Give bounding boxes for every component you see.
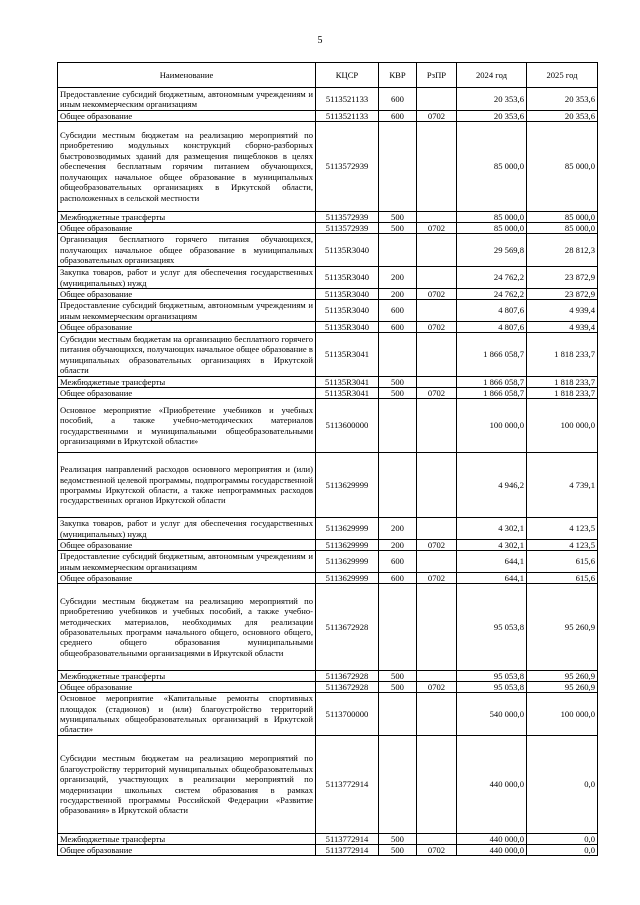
cell-2024: 95 053,8 [457, 671, 527, 682]
header-2024: 2024 год [457, 63, 527, 88]
cell-2024: 540 000,0 [457, 693, 527, 736]
cell-rzpr [417, 88, 457, 111]
cell-kcsr: 51135R3040 [316, 322, 379, 333]
cell-rzpr: 0702 [417, 540, 457, 551]
cell-2025: 4 123,5 [527, 540, 598, 551]
header-2025: 2025 год [527, 63, 598, 88]
cell-kcsr: 51135R3040 [316, 289, 379, 300]
cell-name: Общее образование [58, 845, 316, 856]
cell-2024: 85 000,0 [457, 122, 527, 212]
cell-kcsr: 5113629999 [316, 551, 379, 573]
cell-name: Общее образование [58, 223, 316, 234]
cell-2024: 29 569,8 [457, 234, 527, 267]
cell-2025: 4 939,4 [527, 300, 598, 322]
cell-kvr: 200 [379, 540, 417, 551]
cell-kvr [379, 399, 417, 453]
cell-2024: 24 762,2 [457, 289, 527, 300]
cell-2025: 615,6 [527, 551, 598, 573]
cell-2025: 23 872,9 [527, 289, 598, 300]
table-row [58, 584, 598, 671]
cell-kvr: 500 [379, 682, 417, 693]
cell-name: Закупка товаров, работ и услуг для обеспечения государственных (муниципальных) нужд [58, 518, 316, 540]
cell-name: Организация бесплатного горячего питания обучающихся, получающих начальное общее образование в муниципальных образовательных организациях [58, 234, 316, 267]
cell-rzpr [417, 122, 457, 212]
cell-kcsr: 5113521133 [316, 88, 379, 111]
cell-name: Основное мероприятие «Приобретение учебников и учебных пособий, а также учебно-методических материалов государственными и муниципальными общеобразовательными организациями в Иркутской области» [58, 399, 316, 453]
cell-rzpr [417, 671, 457, 682]
cell-rzpr: 0702 [417, 289, 457, 300]
cell-kvr: 500 [379, 671, 417, 682]
cell-2025: 0,0 [527, 736, 598, 834]
cell-rzpr: 0702 [417, 388, 457, 399]
cell-name: Межбюджетные трансферты [58, 834, 316, 845]
cell-name: Субсидии местным бюджетам на реализацию мероприятий по приобретению модульных конструкций сборно-разборных быстровозводимых зданий для размещения пищеблоков в целях обеспечения бесплатным горячим питанием обучающихся, получающих начальное общее образование в муниципальных общеобразовательных организациях в Иркутской области, расположенных в сельской местности [58, 122, 316, 212]
cell-kcsr: 5113629999 [316, 518, 379, 540]
cell-kcsr: 5113772914 [316, 736, 379, 834]
cell-2025: 615,6 [527, 573, 598, 584]
cell-2024: 4 302,1 [457, 518, 527, 540]
cell-kvr: 600 [379, 573, 417, 584]
cell-kcsr: 5113629999 [316, 573, 379, 584]
cell-name: Общее образование [58, 573, 316, 584]
cell-kcsr: 5113572939 [316, 223, 379, 234]
cell-kcsr: 5113572939 [316, 122, 379, 212]
cell-2024: 4 807,6 [457, 300, 527, 322]
cell-name: Предоставление субсидий бюджетным, автономным учреждениям и иным некоммерческим организациям [58, 300, 316, 322]
cell-kcsr: 5113672928 [316, 682, 379, 693]
table-header-row [58, 63, 598, 88]
cell-2025: 20 353,6 [527, 111, 598, 122]
cell-2025: 0,0 [527, 834, 598, 845]
cell-2024: 644,1 [457, 551, 527, 573]
cell-kvr: 600 [379, 300, 417, 322]
table-row [58, 551, 598, 573]
cell-kvr: 200 [379, 289, 417, 300]
table-row [58, 88, 598, 111]
table-row [58, 518, 598, 540]
table-row [58, 289, 598, 300]
cell-rzpr [417, 736, 457, 834]
cell-2025: 85 000,0 [527, 212, 598, 223]
cell-2024: 1 866 058,7 [457, 333, 527, 377]
table-row [58, 223, 598, 234]
cell-kcsr: 5113772914 [316, 834, 379, 845]
cell-2024: 95 053,8 [457, 682, 527, 693]
table-row [58, 300, 598, 322]
cell-name: Предоставление субсидий бюджетным, автономным учреждениям и иным некоммерческим организациям [58, 88, 316, 111]
cell-2025: 23 872,9 [527, 267, 598, 289]
cell-kvr [379, 453, 417, 518]
cell-kvr: 200 [379, 267, 417, 289]
cell-name: Субсидии местным бюджетам на реализацию мероприятий по приобретению учебников и учебных пособий, а также учебно-методических материалов, необходимых для реализации образовательных программ начального общего, основного общего, среднего общего образования муниципальными общеобразовательными организациями в Иркутской области [58, 584, 316, 671]
cell-2025: 95 260,9 [527, 671, 598, 682]
table-row [58, 333, 598, 377]
table-row [58, 322, 598, 333]
cell-kcsr: 5113600000 [316, 399, 379, 453]
cell-rzpr [417, 333, 457, 377]
cell-rzpr [417, 453, 457, 518]
cell-2025: 85 000,0 [527, 122, 598, 212]
table-row [58, 736, 598, 834]
cell-kcsr: 51135R3040 [316, 300, 379, 322]
cell-kcsr: 51135R3040 [316, 234, 379, 267]
cell-rzpr: 0702 [417, 223, 457, 234]
cell-2024: 4 946,2 [457, 453, 527, 518]
table-row [58, 212, 598, 223]
cell-name: Межбюджетные трансферты [58, 671, 316, 682]
cell-name: Общее образование [58, 540, 316, 551]
cell-kvr [379, 693, 417, 736]
cell-rzpr [417, 584, 457, 671]
cell-2024: 440 000,0 [457, 834, 527, 845]
header-kvr: КВР [379, 63, 417, 88]
cell-2025: 4 739,1 [527, 453, 598, 518]
cell-name: Предоставление субсидий бюджетным, автономным учреждениям и иным некоммерческим организациям [58, 551, 316, 573]
cell-name: Закупка товаров, работ и услуг для обеспечения государственных (муниципальных) нужд [58, 267, 316, 289]
cell-name: Реализация направлений расходов основного мероприятия и (или) ведомственной целевой программы, подпрограммы государственной программы Иркутской области, а также непрограммных расходов государственных органов Иркутской области [58, 453, 316, 518]
cell-2024: 24 762,2 [457, 267, 527, 289]
cell-name: Субсидии местным бюджетам на реализацию мероприятий по благоустройству территорий муниципальных общеобразовательных организаций, участвующих в реализации мероприятий по модернизации школьных систем образования в рамках государственной программы Российской Федерации «Развитие образования» в Иркутской области [58, 736, 316, 834]
header-name: Наименование [58, 63, 316, 88]
cell-name: Общее образование [58, 388, 316, 399]
table-row [58, 540, 598, 551]
cell-2024: 644,1 [457, 573, 527, 584]
table-row [58, 377, 598, 388]
table-row [58, 399, 598, 453]
cell-name: Общее образование [58, 111, 316, 122]
cell-2025: 1 818 233,7 [527, 377, 598, 388]
cell-rzpr [417, 267, 457, 289]
cell-rzpr [417, 212, 457, 223]
cell-2025: 100 000,0 [527, 693, 598, 736]
cell-kvr: 500 [379, 388, 417, 399]
cell-2024: 4 302,1 [457, 540, 527, 551]
cell-name: Основное мероприятие «Капитальные ремонты спортивных площадок (стадионов) и (или) благоустройство территорий муниципальных общеобразовательных организаций в Иркутской области» [58, 693, 316, 736]
cell-2024: 20 353,6 [457, 88, 527, 111]
header-kcsr: КЦСР [316, 63, 379, 88]
cell-kcsr: 51135R3041 [316, 388, 379, 399]
cell-name: Межбюджетные трансферты [58, 377, 316, 388]
cell-2025: 85 000,0 [527, 223, 598, 234]
cell-name: Общее образование [58, 289, 316, 300]
cell-kvr: 600 [379, 88, 417, 111]
cell-rzpr [417, 300, 457, 322]
cell-2024: 95 053,8 [457, 584, 527, 671]
cell-kvr [379, 333, 417, 377]
cell-kvr: 500 [379, 834, 417, 845]
table-row [58, 453, 598, 518]
cell-kcsr: 5113672928 [316, 584, 379, 671]
cell-2025: 28 812,3 [527, 234, 598, 267]
cell-kcsr: 51135R3040 [316, 267, 379, 289]
cell-2024: 1 866 058,7 [457, 377, 527, 388]
cell-2024: 20 353,6 [457, 111, 527, 122]
cell-rzpr [417, 551, 457, 573]
cell-rzpr [417, 834, 457, 845]
table-row [58, 267, 598, 289]
cell-kvr: 500 [379, 223, 417, 234]
cell-2025: 1 818 233,7 [527, 333, 598, 377]
cell-kvr: 600 [379, 322, 417, 333]
cell-kvr [379, 122, 417, 212]
cell-rzpr [417, 693, 457, 736]
cell-name: Общее образование [58, 322, 316, 333]
cell-name: Общее образование [58, 682, 316, 693]
cell-2025: 1 818 233,7 [527, 388, 598, 399]
cell-kcsr: 51135R3041 [316, 333, 379, 377]
cell-kvr [379, 234, 417, 267]
table-row [58, 682, 598, 693]
cell-2024: 100 000,0 [457, 399, 527, 453]
cell-kcsr: 5113629999 [316, 453, 379, 518]
cell-2025: 95 260,9 [527, 584, 598, 671]
cell-rzpr [417, 518, 457, 540]
cell-kvr: 500 [379, 845, 417, 856]
header-rzpr: РзПР [417, 63, 457, 88]
cell-kcsr: 5113521133 [316, 111, 379, 122]
cell-rzpr: 0702 [417, 322, 457, 333]
cell-kvr [379, 736, 417, 834]
cell-2024: 440 000,0 [457, 736, 527, 834]
cell-kcsr: 5113700000 [316, 693, 379, 736]
cell-rzpr: 0702 [417, 682, 457, 693]
cell-rzpr [417, 377, 457, 388]
cell-kvr: 500 [379, 377, 417, 388]
cell-kcsr: 5113572939 [316, 212, 379, 223]
cell-rzpr [417, 399, 457, 453]
cell-2024: 85 000,0 [457, 212, 527, 223]
cell-kvr: 600 [379, 111, 417, 122]
cell-2024: 440 000,0 [457, 845, 527, 856]
table-row [58, 845, 598, 856]
table-row [58, 834, 598, 845]
table-row [58, 122, 598, 212]
cell-kcsr: 5113672928 [316, 671, 379, 682]
cell-rzpr: 0702 [417, 845, 457, 856]
cell-2024: 4 807,6 [457, 322, 527, 333]
cell-rzpr: 0702 [417, 573, 457, 584]
cell-kvr [379, 584, 417, 671]
page-number: 5 [317, 35, 323, 46]
cell-name: Субсидии местным бюджетам на организацию бесплатного горячего питания обучающихся, получающих начальное общее образование в муниципальных образовательных организациях в Иркутской области [58, 333, 316, 377]
cell-kcsr: 5113629999 [316, 540, 379, 551]
cell-2024: 1 866 058,7 [457, 388, 527, 399]
cell-rzpr: 0702 [417, 111, 457, 122]
cell-kcsr: 51135R3041 [316, 377, 379, 388]
table-row [58, 234, 598, 267]
cell-2025: 4 939,4 [527, 322, 598, 333]
budget-table [57, 62, 598, 856]
cell-name: Межбюджетные трансферты [58, 212, 316, 223]
cell-2025: 100 000,0 [527, 399, 598, 453]
table-row [58, 671, 598, 682]
cell-2025: 95 260,9 [527, 682, 598, 693]
cell-2025: 0,0 [527, 845, 598, 856]
cell-kcsr: 5113772914 [316, 845, 379, 856]
table-row [58, 388, 598, 399]
cell-rzpr [417, 234, 457, 267]
cell-2025: 20 353,6 [527, 88, 598, 111]
table-row [58, 573, 598, 584]
cell-kvr: 500 [379, 212, 417, 223]
cell-2025: 4 123,5 [527, 518, 598, 540]
cell-2024: 85 000,0 [457, 223, 527, 234]
cell-kvr: 600 [379, 551, 417, 573]
cell-kvr: 200 [379, 518, 417, 540]
table-row [58, 111, 598, 122]
table-row [58, 693, 598, 736]
